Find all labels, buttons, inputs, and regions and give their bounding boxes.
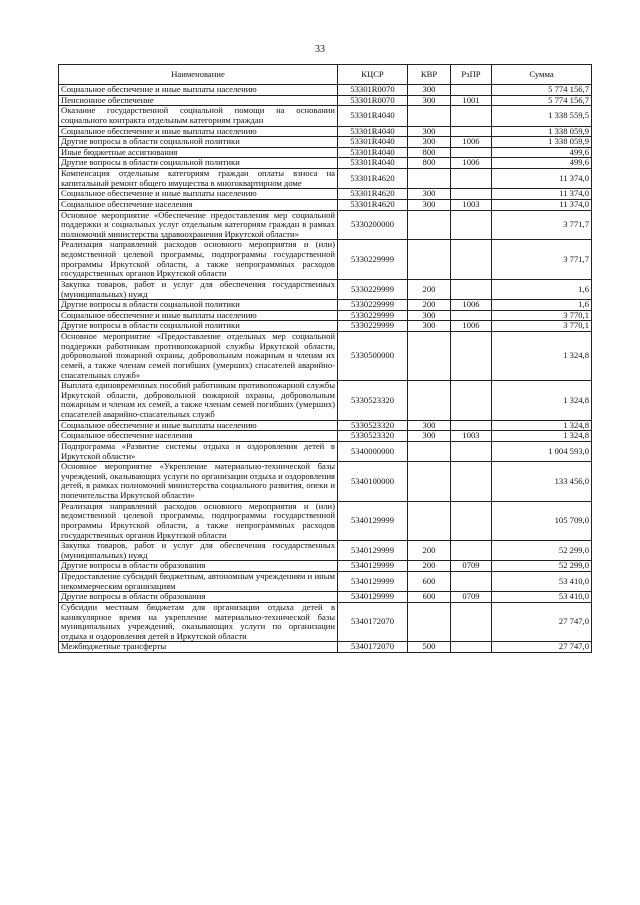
cell-sum: 499,6 <box>492 147 592 158</box>
cell-rzpr: 1006 <box>451 158 492 169</box>
cell-kcsr: 5330229999 <box>338 279 408 299</box>
cell-name: Социальное обеспечение населения <box>59 199 338 210</box>
table-row <box>59 279 592 299</box>
cell-kcsr: 5330523320 <box>338 420 408 431</box>
cell-kvr: 300 <box>408 189 451 200</box>
header-name: Наименование <box>59 65 338 85</box>
table-row <box>59 106 592 126</box>
cell-kvr <box>408 240 451 280</box>
cell-kcsr: 5330523320 <box>338 381 408 421</box>
cell-kcsr: 5340129999 <box>338 572 408 592</box>
cell-kvr: 600 <box>408 572 451 592</box>
cell-kvr <box>408 501 451 541</box>
cell-name: Социальное обеспечение и иные выплаты населению <box>59 420 338 431</box>
table-row <box>59 441 592 461</box>
cell-kvr: 300 <box>408 420 451 431</box>
cell-name: Основное мероприятие «Предоставление отдельных мер социальной поддержки работникам противопожарной службы Иркутской области, добровольной пожарной охраны, добровольным пожарным и членам их семей, а также членам семей погибших (умерших) спасателей аварийно-спасательных служб» <box>59 332 338 381</box>
cell-name: Закупка товаров, работ и услуг для обеспечения государственных (муниципальных) нужд <box>59 279 338 299</box>
cell-kvr <box>408 106 451 126</box>
table-row <box>59 332 592 381</box>
cell-kvr <box>408 210 451 240</box>
table-row <box>59 210 592 240</box>
table-row <box>59 147 592 158</box>
cell-name: Межбюджетные трансферты <box>59 642 338 653</box>
cell-name: Реализация направлений расходов основного мероприятия и (или) ведомственной целевой программы, подпрограммы государственной программы Иркутской области, а также непрограммных расходов государственных органов Иркутской области <box>59 240 338 280</box>
cell-kcsr: 53301R0070 <box>338 85 408 96</box>
cell-sum: 1 324,8 <box>492 420 592 431</box>
cell-name: Реализация направлений расходов основного мероприятия и (или) ведомственной целевой программы, подпрограммы государственной программы Иркутской области, а также непрограммных расходов государственных органов Иркутской области <box>59 501 338 541</box>
cell-name: Компенсация отдельным категориям граждан оплаты взноса на капитальный ремонт общего имущества в многоквартирном доме <box>59 169 338 189</box>
cell-sum: 52 299,0 <box>492 561 592 572</box>
table-row <box>59 137 592 148</box>
cell-kcsr: 53301R4040 <box>338 106 408 126</box>
cell-rzpr: 0709 <box>451 592 492 603</box>
header-kcsr: КЦСР <box>338 65 408 85</box>
table-row <box>59 321 592 332</box>
cell-rzpr <box>451 462 492 502</box>
table-row <box>59 420 592 431</box>
cell-kvr: 300 <box>408 126 451 137</box>
cell-rzpr <box>451 279 492 299</box>
cell-name: Субсидии местным бюджетам для организации отдыха детей в каникулярное время на укрепление материально-технической базы муниципальных учреждений, оказывающих услуги по организации отдыха и оздоровления детей в Иркутской области <box>59 602 338 642</box>
cell-kcsr: 5340129999 <box>338 592 408 603</box>
cell-kcsr: 5340129999 <box>338 541 408 561</box>
cell-kcsr: 53301R4620 <box>338 199 408 210</box>
cell-sum: 11 374,0 <box>492 169 592 189</box>
cell-sum: 27 747,0 <box>492 642 592 653</box>
cell-rzpr <box>451 642 492 653</box>
table-row <box>59 240 592 280</box>
cell-name: Социальное обеспечение и иные выплаты населению <box>59 126 338 137</box>
cell-sum: 499,6 <box>492 158 592 169</box>
cell-rzpr <box>451 310 492 321</box>
cell-sum: 27 747,0 <box>492 602 592 642</box>
cell-rzpr <box>451 332 492 381</box>
cell-kcsr: 5330229999 <box>338 310 408 321</box>
cell-sum: 3 771,7 <box>492 210 592 240</box>
cell-kvr <box>408 169 451 189</box>
cell-sum: 3 770,1 <box>492 310 592 321</box>
cell-sum: 5 774 156,7 <box>492 95 592 106</box>
cell-sum: 1 324,8 <box>492 381 592 421</box>
table-row <box>59 462 592 502</box>
cell-kvr <box>408 332 451 381</box>
cell-name: Социальное обеспечение и иные выплаты населению <box>59 310 338 321</box>
table-row <box>59 561 592 572</box>
cell-kcsr: 5340000000 <box>338 441 408 461</box>
cell-sum: 1 338 059,9 <box>492 137 592 148</box>
cell-kvr: 500 <box>408 642 451 653</box>
table-row <box>59 381 592 421</box>
cell-kcsr: 5330229999 <box>338 300 408 311</box>
cell-rzpr: 1003 <box>451 199 492 210</box>
cell-kvr: 200 <box>408 561 451 572</box>
cell-rzpr <box>451 106 492 126</box>
cell-rzpr <box>451 572 492 592</box>
header-sum: Сумма <box>492 65 592 85</box>
cell-kvr: 200 <box>408 541 451 561</box>
cell-name: Социальное обеспечение населения <box>59 431 338 442</box>
cell-kvr: 800 <box>408 147 451 158</box>
cell-rzpr: 1003 <box>451 431 492 442</box>
header-kvr: КВР <box>408 65 451 85</box>
cell-kvr: 300 <box>408 137 451 148</box>
cell-kcsr: 5340129999 <box>338 501 408 541</box>
cell-sum: 11 374,0 <box>492 189 592 200</box>
cell-kvr: 300 <box>408 321 451 332</box>
cell-sum: 5 774 156,7 <box>492 85 592 96</box>
table-row <box>59 300 592 311</box>
cell-kvr: 200 <box>408 300 451 311</box>
table-row <box>59 602 592 642</box>
cell-sum: 52 299,0 <box>492 541 592 561</box>
cell-rzpr: 1006 <box>451 137 492 148</box>
cell-sum: 1 338 059,9 <box>492 126 592 137</box>
table-row <box>59 126 592 137</box>
cell-rzpr <box>451 210 492 240</box>
cell-name: Пенсионное обеспечение <box>59 95 338 106</box>
cell-rzpr <box>451 420 492 431</box>
cell-rzpr <box>451 541 492 561</box>
table-row <box>59 310 592 321</box>
cell-kcsr: 53301R4040 <box>338 147 408 158</box>
cell-name: Другие вопросы в области социальной политики <box>59 137 338 148</box>
table-row <box>59 189 592 200</box>
cell-sum: 53 410,0 <box>492 592 592 603</box>
cell-kcsr: 5330229999 <box>338 240 408 280</box>
cell-kvr: 300 <box>408 199 451 210</box>
cell-kcsr: 53301R4620 <box>338 169 408 189</box>
cell-name: Социальное обеспечение и иные выплаты населению <box>59 85 338 96</box>
cell-rzpr <box>451 147 492 158</box>
page-number: 33 <box>315 44 325 55</box>
cell-rzpr <box>451 189 492 200</box>
cell-rzpr <box>451 381 492 421</box>
cell-kvr: 300 <box>408 85 451 96</box>
cell-sum: 3 770,1 <box>492 321 592 332</box>
cell-kcsr: 5340172070 <box>338 642 408 653</box>
table-row <box>59 431 592 442</box>
cell-name: Другие вопросы в области социальной политики <box>59 300 338 311</box>
cell-sum: 1,6 <box>492 279 592 299</box>
cell-name: Иные бюджетные ассигнования <box>59 147 338 158</box>
table-header-row <box>59 65 592 85</box>
cell-kvr: 300 <box>408 310 451 321</box>
cell-sum: 11 374,0 <box>492 199 592 210</box>
cell-sum: 1 004 593,0 <box>492 441 592 461</box>
table-row <box>59 158 592 169</box>
cell-kcsr: 53301R4620 <box>338 189 408 200</box>
cell-kvr <box>408 462 451 502</box>
table-row <box>59 95 592 106</box>
cell-sum: 133 456,0 <box>492 462 592 502</box>
cell-sum: 53 410,0 <box>492 572 592 592</box>
cell-kvr: 600 <box>408 592 451 603</box>
cell-name: Предоставление субсидий бюджетным, автономным учреждениям и иным некоммерческим организациям <box>59 572 338 592</box>
cell-kcsr: 53301R4040 <box>338 158 408 169</box>
cell-name: Другие вопросы в области социальной политики <box>59 158 338 169</box>
cell-rzpr <box>451 126 492 137</box>
cell-name: Выплата единовременных пособий работникам противопожарной службы Иркутской области, добровольной пожарной охраны, добровольным пожарным и членам их семей, а также членам семей погибших (умерших) спасателей аварийно-спасательных служб <box>59 381 338 421</box>
cell-name: Социальное обеспечение и иные выплаты населению <box>59 189 338 200</box>
cell-kcsr: 53301R4040 <box>338 137 408 148</box>
cell-sum: 1 324,8 <box>492 332 592 381</box>
table-row <box>59 199 592 210</box>
cell-kvr: 800 <box>408 158 451 169</box>
cell-rzpr <box>451 85 492 96</box>
cell-sum: 3 771,7 <box>492 240 592 280</box>
cell-kcsr: 53301R4040 <box>338 126 408 137</box>
cell-name: Другие вопросы в области социальной политики <box>59 321 338 332</box>
table-row <box>59 592 592 603</box>
cell-rzpr: 1006 <box>451 321 492 332</box>
cell-kvr <box>408 441 451 461</box>
cell-name: Закупка товаров, работ и услуг для обеспечения государственных (муниципальных) нужд <box>59 541 338 561</box>
cell-kcsr: 5330523320 <box>338 431 408 442</box>
cell-name: Основное мероприятие «Обеспечение предоставления мер социальной поддержки и социальных услуг отдельным категориям граждан в рамках полномочий министерства здравоохранения Иркутской области» <box>59 210 338 240</box>
header-rzpr: РзПР <box>451 65 492 85</box>
cell-sum: 105 709,0 <box>492 501 592 541</box>
table-row <box>59 541 592 561</box>
cell-kcsr: 5330229999 <box>338 321 408 332</box>
cell-rzpr <box>451 441 492 461</box>
cell-name: Основное мероприятие «Укрепление материально-технической базы учреждений, оказывающих услуги по организации отдыха и оздоровления детей, в рамках полномочий министерства социального развития, опеки и попечительства Иркутской области» <box>59 462 338 502</box>
cell-sum: 1,6 <box>492 300 592 311</box>
cell-rzpr: 1001 <box>451 95 492 106</box>
cell-kvr: 300 <box>408 431 451 442</box>
cell-kcsr: 5340100000 <box>338 462 408 502</box>
cell-rzpr: 0709 <box>451 561 492 572</box>
cell-name: Подпрограмма «Развитие системы отдыха и оздоровления детей в Иркутской области» <box>59 441 338 461</box>
cell-kvr: 300 <box>408 95 451 106</box>
cell-rzpr <box>451 602 492 642</box>
cell-kcsr: 5340172070 <box>338 602 408 642</box>
cell-rzpr: 1006 <box>451 300 492 311</box>
cell-name: Другие вопросы в области образования <box>59 561 338 572</box>
table-row <box>59 572 592 592</box>
cell-sum: 1 338 559,5 <box>492 106 592 126</box>
cell-rzpr <box>451 501 492 541</box>
cell-rzpr <box>451 240 492 280</box>
cell-kvr: 200 <box>408 279 451 299</box>
table-row <box>59 85 592 96</box>
budget-table <box>58 64 592 653</box>
cell-kvr <box>408 381 451 421</box>
cell-kcsr: 5330200000 <box>338 210 408 240</box>
cell-kcsr: 5330500000 <box>338 332 408 381</box>
table-row <box>59 501 592 541</box>
cell-kcsr: 53301R0070 <box>338 95 408 106</box>
cell-rzpr <box>451 169 492 189</box>
cell-sum: 1 324,8 <box>492 431 592 442</box>
table-row <box>59 642 592 653</box>
cell-kcsr: 5340129999 <box>338 561 408 572</box>
cell-kvr <box>408 602 451 642</box>
cell-name: Другие вопросы в области образования <box>59 592 338 603</box>
table-row <box>59 169 592 189</box>
cell-name: Оказание государственной социальной помощи на основании социального контракта отдельным категориям граждан <box>59 106 338 126</box>
